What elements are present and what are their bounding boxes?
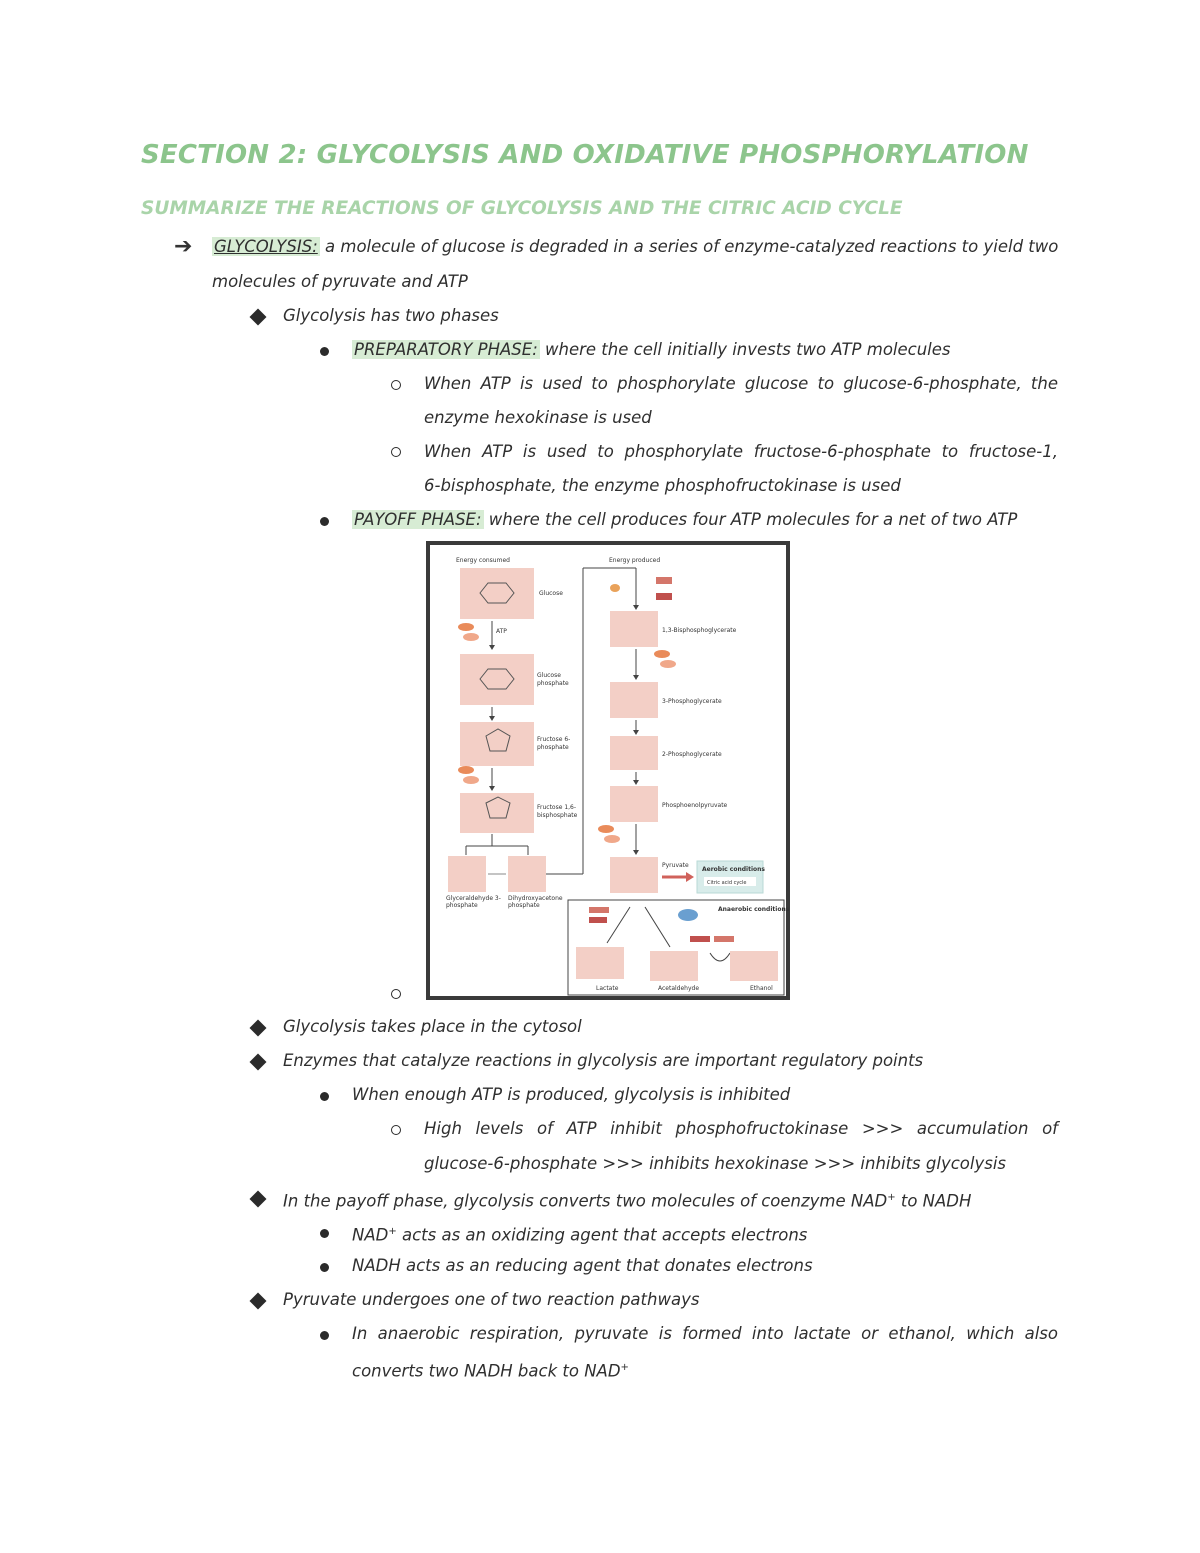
diamond-bullet-icon — [250, 1054, 267, 1071]
prep-sub2-line1: When ATP is used to phosphorylate fructose-6-phosphate to fructose-1, — [424, 442, 1058, 461]
glycolysis-definition-line1 — [212, 230, 1058, 264]
enough-atp-point: When enough ATP is produced, glycolysis is inhibited — [352, 1085, 791, 1104]
payoff-term: PAYOFF PHASE: — [354, 510, 482, 529]
glucose-label: Glucose — [539, 590, 563, 597]
dot-bullet-icon — [320, 1331, 329, 1340]
nad-oxidizing-point — [352, 1215, 807, 1253]
aerobic-label: Aerobic conditions — [702, 866, 765, 873]
gap-label-2: phosphate — [446, 902, 478, 909]
acetaldehyde-label: Acetaldehyde — [658, 985, 700, 992]
citric-label: Citric acid cycle — [707, 880, 747, 886]
diamond-bullet-icon — [250, 1191, 267, 1208]
circle-bullet-icon — [391, 380, 401, 390]
g6p-label-2: phosphate — [537, 680, 569, 687]
nad-oxid-text: NAD — [352, 1225, 389, 1245]
anaerobic-line2 — [352, 1351, 629, 1389]
dot-bullet-icon — [320, 1263, 329, 1272]
anaerobic-label: Anaerobic conditions — [718, 906, 790, 913]
nad-oxid-text-end: acts as an oxidizing agent that accepts electrons — [396, 1225, 808, 1245]
left-header: Energy consumed — [456, 557, 510, 564]
circle-bullet-icon — [391, 1125, 401, 1135]
ethanol-label: Ethanol — [750, 985, 773, 992]
anaerobic-line2-text: converts two NADH back to NAD — [352, 1361, 621, 1381]
glycolysis-term: GLYCOLYSIS: — [214, 237, 318, 256]
phases-label: Glycolysis has two phases — [283, 306, 499, 325]
anaerobic-line1: In anaerobic respiration, pyruvate is formed into lactate or ethanol, which also — [352, 1324, 1058, 1343]
diamond-bullet-icon — [250, 309, 267, 326]
payoff-nad-text: In the payoff phase, glycolysis converts two molecules of coenzyme NAD — [283, 1191, 888, 1211]
anaerobic-line2-sup: + — [620, 1362, 629, 1373]
dot-bullet-icon — [320, 1229, 329, 1238]
svg-text:ATP: ATP — [496, 628, 507, 635]
nad-oxid-sup: + — [388, 1226, 397, 1237]
pg2-label: 2-Phosphoglycerate — [662, 751, 722, 758]
dhap-label-2: phosphate — [508, 902, 540, 909]
g6p-label-1: Glucose — [537, 672, 561, 679]
preparatory-text: where the cell initially invests two ATP molecules — [539, 340, 951, 359]
high-atp-line2: glucose-6-phosphate >>> inhibits hexokinase >>> inhibits glycolysis — [424, 1154, 1006, 1173]
high-atp-line1: High levels of ATP inhibit phosphofructokinase >>> accumulation of — [424, 1119, 1058, 1138]
circle-bullet-icon — [391, 447, 401, 457]
payoff-nad-text-end: to NADH — [895, 1191, 972, 1211]
f16bp-label-2: bisphosphate — [537, 812, 578, 819]
bpg-label: 1,3-Bisphosphoglycerate — [662, 627, 737, 634]
f6p-label-1: Fructose 6- — [537, 736, 571, 743]
pep-label: Phosphoenolpyruvate — [662, 802, 728, 809]
payoff-phase-line — [352, 503, 1017, 537]
prep-sub1-line1: When ATP is used to phosphorylate glucose to glucose-6-phosphate, the — [424, 374, 1058, 393]
dot-bullet-icon — [320, 1092, 329, 1101]
right-header: Energy produced — [609, 557, 661, 564]
glycolysis-definition-text: a molecule of glucose is degraded in a series of enzyme-catalyzed reactions to yield two — [319, 237, 1059, 256]
pyruvate-paths-point: Pyruvate undergoes one of two reaction pathways — [283, 1290, 700, 1309]
section-heading: SECTION 2: GLYCOLYSIS AND OXIDATIVE PHOSPHORYLATION — [141, 140, 1029, 170]
dhap-label-1: Dihydroxyacetone — [508, 895, 563, 902]
lactate-label: Lactate — [596, 985, 619, 992]
prep-sub1-line2: enzyme hexokinase is used — [424, 408, 652, 427]
glycolysis-definition-line2: molecules of pyruvate and ATP — [212, 272, 468, 291]
pg3-label: 3-Phosphoglycerate — [662, 698, 722, 705]
nadh-reducing-point: NADH acts as an reducing agent that donates electrons — [352, 1256, 813, 1275]
f16bp-label-1: Fructose 1,6- — [537, 804, 577, 811]
f6p-label-2: phosphate — [537, 744, 569, 751]
payoff-text: where the cell produces four ATP molecules for a net of two ATP — [483, 510, 1018, 529]
preparatory-phase-line — [352, 333, 951, 367]
section-subheading: SUMMARIZE THE REACTIONS OF GLYCOLYSIS AND THE CITRIC ACID CYCLE — [141, 198, 903, 219]
arrow-bullet-icon: ➔ — [174, 234, 193, 259]
diamond-bullet-icon — [250, 1293, 267, 1310]
circle-bullet-icon — [391, 989, 401, 999]
preparatory-term: PREPARATORY PHASE: — [354, 340, 538, 359]
cytosol-point: Glycolysis takes place in the cytosol — [283, 1017, 582, 1036]
pyruvate-label: Pyruvate — [662, 862, 689, 869]
dot-bullet-icon — [320, 347, 329, 356]
dot-bullet-icon — [320, 517, 329, 526]
payoff-nad-point — [283, 1181, 971, 1219]
glycolysis-pathway-figure — [426, 541, 790, 1000]
diamond-bullet-icon — [250, 1020, 267, 1037]
gap-label-1: Glyceraldehyde 3- — [446, 895, 501, 902]
enzymes-point: Enzymes that catalyze reactions in glycolysis are important regulatory points — [283, 1051, 924, 1070]
prep-sub2-line2: 6-bisphosphate, the enzyme phosphofructokinase is used — [424, 476, 901, 495]
payoff-nad-sup: + — [887, 1192, 896, 1203]
